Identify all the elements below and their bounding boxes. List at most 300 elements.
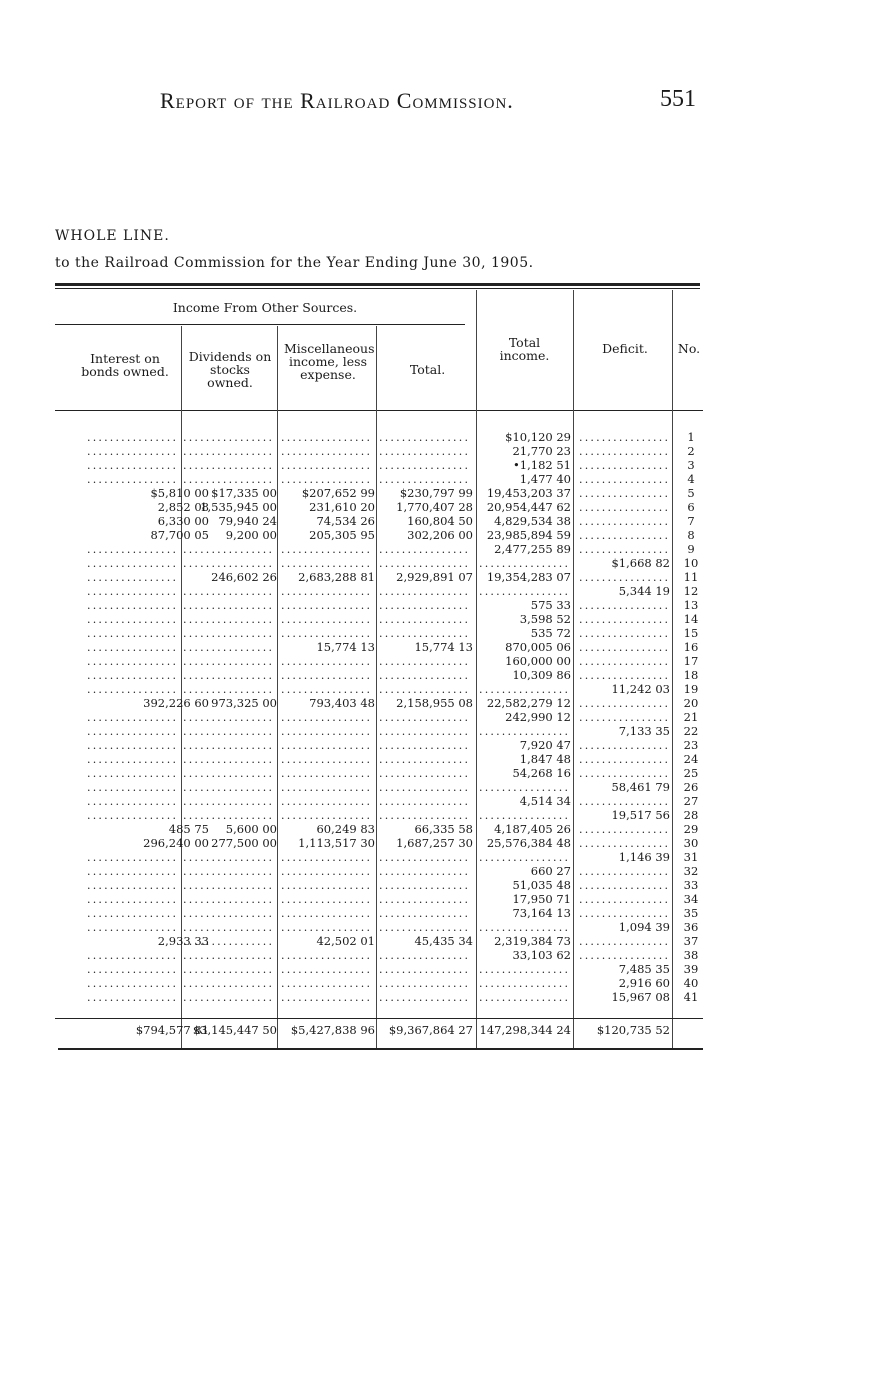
row-number: 15 — [683, 626, 699, 640]
cell-total: 1,770,407 28 — [396, 500, 473, 514]
leader-dots — [579, 878, 669, 892]
leader-dots — [281, 598, 373, 612]
leader-dots — [281, 444, 373, 458]
leader-dots — [579, 486, 669, 500]
leader-dots — [281, 430, 373, 444]
table-row — [55, 528, 705, 542]
table-row — [55, 612, 705, 626]
leader-dots — [379, 654, 471, 668]
cell-total: 160,804 50 — [407, 514, 473, 528]
cell-total: 2,158,955 08 — [396, 696, 473, 710]
leader-dots — [281, 654, 373, 668]
leader-dots — [281, 752, 373, 766]
table-row — [55, 906, 705, 920]
leader-dots — [281, 906, 373, 920]
leader-dots — [87, 864, 179, 878]
leader-dots — [87, 458, 179, 472]
leader-dots — [183, 808, 275, 822]
row-number: 14 — [683, 612, 699, 626]
leader-dots — [183, 878, 275, 892]
leader-dots — [579, 696, 669, 710]
leader-dots — [579, 892, 669, 906]
cell-deficit: 2,916 60 — [618, 976, 670, 990]
leader-dots — [379, 920, 471, 934]
leader-dots — [183, 724, 275, 738]
cell-total-income: 4,187,405 26 — [494, 822, 571, 836]
leader-dots — [379, 682, 471, 696]
leader-dots — [579, 458, 669, 472]
cell-deficit: 11,242 03 — [611, 682, 670, 696]
leader-dots — [87, 654, 179, 668]
row-number: 31 — [683, 850, 699, 864]
cell-total: 66,335 58 — [414, 822, 473, 836]
cell-total-income: 2,477,255 89 — [494, 542, 571, 556]
row-number: 10 — [683, 556, 699, 570]
leader-dots — [281, 864, 373, 878]
table-row — [55, 724, 705, 738]
leader-dots — [281, 766, 373, 780]
cell-total-income: 870,005 06 — [505, 640, 571, 654]
leader-dots — [479, 682, 571, 696]
leader-dots — [87, 472, 179, 486]
table-body — [55, 430, 705, 1004]
leader-dots — [183, 626, 275, 640]
table-row — [55, 948, 705, 962]
leader-dots — [281, 794, 373, 808]
row-number: 9 — [687, 542, 695, 556]
table-row — [55, 864, 705, 878]
row-number: 29 — [683, 822, 699, 836]
leader-dots — [579, 640, 669, 654]
table-row — [55, 822, 705, 836]
row-number: 4 — [687, 472, 695, 486]
row-number: 37 — [683, 934, 699, 948]
table-row — [55, 626, 705, 640]
leader-dots — [579, 906, 669, 920]
total-misc: $5,427,838 96 — [290, 1023, 375, 1037]
row-number: 26 — [683, 780, 699, 794]
leader-dots — [379, 598, 471, 612]
row-number: 27 — [683, 794, 699, 808]
row-number: 30 — [683, 836, 699, 850]
leader-dots — [281, 556, 373, 570]
top-rule-thin — [55, 288, 700, 289]
cell-total-income: 19,453,203 37 — [486, 486, 571, 500]
leader-dots — [579, 542, 669, 556]
row-number: 5 — [687, 486, 695, 500]
table-row — [55, 892, 705, 906]
row-number: 24 — [683, 752, 699, 766]
leader-dots — [579, 822, 669, 836]
cell-misc: 231,610 20 — [309, 500, 375, 514]
cell-total: $230,797 99 — [399, 486, 473, 500]
leader-dots — [479, 584, 571, 598]
table-row — [55, 780, 705, 794]
row-number: 38 — [683, 948, 699, 962]
total-dividends: $3,145,447 50 — [192, 1023, 277, 1037]
leader-dots — [87, 766, 179, 780]
leader-dots — [87, 570, 179, 584]
table-row — [55, 500, 705, 514]
leader-dots — [183, 794, 275, 808]
totals-row — [55, 1023, 705, 1039]
table-row — [55, 458, 705, 472]
leader-dots — [87, 584, 179, 598]
table-row — [55, 598, 705, 612]
table-row — [55, 934, 705, 948]
total-deficit: $120,735 52 — [596, 1023, 670, 1037]
cell-deficit: 58,461 79 — [611, 780, 670, 794]
leader-dots — [183, 710, 275, 724]
leader-dots — [281, 612, 373, 626]
table-row — [55, 836, 705, 850]
leader-dots — [579, 472, 669, 486]
running-head: Report of the Railroad Commission. — [160, 88, 514, 113]
leader-dots — [579, 752, 669, 766]
leader-dots — [87, 808, 179, 822]
cell-deficit: 5,344 19 — [618, 584, 670, 598]
table-row — [55, 584, 705, 598]
leader-dots — [379, 626, 471, 640]
cell-total-income: 1,477 40 — [519, 472, 571, 486]
leader-dots — [183, 472, 275, 486]
leader-dots — [183, 962, 275, 976]
cell-deficit: 1,094 39 — [618, 920, 670, 934]
row-number: 1 — [687, 430, 695, 444]
totals-rule — [55, 1018, 703, 1019]
table-row — [55, 710, 705, 724]
cell-total-income: 19,354,283 07 — [486, 570, 571, 584]
table-row — [55, 486, 705, 500]
table-row — [55, 976, 705, 990]
leader-dots — [183, 584, 275, 598]
cell-misc: 74,534 26 — [316, 514, 375, 528]
cell-total-income: 17,950 71 — [512, 892, 571, 906]
header-deficit: Deficit. — [602, 341, 648, 356]
header-total: Total. — [409, 362, 446, 377]
row-number: 32 — [683, 864, 699, 878]
leader-dots — [87, 920, 179, 934]
leader-dots — [281, 850, 373, 864]
leader-dots — [579, 528, 669, 542]
table-row — [55, 556, 705, 570]
leader-dots — [183, 612, 275, 626]
table-row — [55, 696, 705, 710]
leader-dots — [379, 542, 471, 556]
leader-dots — [183, 542, 275, 556]
cell-misc: 2,683,288 81 — [298, 570, 375, 584]
cell-total-income: 4,514 34 — [519, 794, 571, 808]
row-number: 11 — [683, 570, 699, 584]
leader-dots — [183, 682, 275, 696]
cell-total-income: •1,182 51 — [513, 458, 571, 472]
row-number: 21 — [683, 710, 699, 724]
leader-dots — [579, 430, 669, 444]
leader-dots — [379, 990, 471, 1004]
leader-dots — [479, 962, 571, 976]
cell-total-income: 23,985,894 59 — [486, 528, 571, 542]
leader-dots — [87, 878, 179, 892]
table-row — [55, 542, 705, 556]
cell-misc: 1,113,517 30 — [298, 836, 375, 850]
leader-dots — [379, 584, 471, 598]
cell-total-income: 242,990 12 — [505, 710, 571, 724]
table-row — [55, 570, 705, 584]
cell-total-income: 73,164 13 — [512, 906, 571, 920]
row-number: 2 — [687, 444, 695, 458]
table-row — [55, 920, 705, 934]
leader-dots — [379, 444, 471, 458]
header-no: No. — [677, 341, 701, 356]
cell-deficit: 19,517 56 — [611, 808, 670, 822]
leader-dots — [379, 864, 471, 878]
cell-misc: $207,652 99 — [301, 486, 375, 500]
leader-dots — [183, 598, 275, 612]
cell-total-income: 22,582,279 12 — [486, 696, 571, 710]
section-title: WHOLE LINE. — [55, 228, 170, 244]
cell-interest: 6,330 00 — [157, 514, 209, 528]
total-interest: $794,577 81 — [135, 1023, 209, 1037]
leader-dots — [87, 962, 179, 976]
row-number: 36 — [683, 920, 699, 934]
cell-dividends: 5,600 00 — [225, 822, 277, 836]
cell-total-income: 25,576,384 48 — [486, 836, 571, 850]
leader-dots — [379, 430, 471, 444]
leader-dots — [87, 444, 179, 458]
leader-dots — [87, 738, 179, 752]
cell-total-income: 33,103 62 — [512, 948, 571, 962]
row-number: 7 — [687, 514, 695, 528]
table-row — [55, 990, 705, 1004]
leader-dots — [579, 836, 669, 850]
cell-total-income: 10,309 86 — [512, 668, 571, 682]
table-row — [55, 514, 705, 528]
leader-dots — [87, 794, 179, 808]
cell-total-income: 4,829,534 38 — [494, 514, 571, 528]
leader-dots — [183, 556, 275, 570]
leader-dots — [379, 892, 471, 906]
leader-dots — [579, 934, 669, 948]
cell-total-income: 535 72 — [530, 626, 571, 640]
leader-dots — [281, 458, 373, 472]
table-row — [55, 738, 705, 752]
leader-dots — [479, 724, 571, 738]
leader-dots — [479, 990, 571, 1004]
row-number: 13 — [683, 598, 699, 612]
leader-dots — [183, 780, 275, 794]
cell-total-income: 660 27 — [530, 864, 571, 878]
leader-dots — [579, 794, 669, 808]
leader-dots — [579, 864, 669, 878]
row-number: 3 — [687, 458, 695, 472]
leader-dots — [183, 654, 275, 668]
leader-dots — [579, 500, 669, 514]
table-row — [55, 444, 705, 458]
leader-dots — [379, 458, 471, 472]
header-total-income: Total income. — [499, 335, 550, 363]
leader-dots — [479, 976, 571, 990]
table-row — [55, 430, 705, 444]
leader-dots — [479, 850, 571, 864]
leader-dots — [183, 766, 275, 780]
cell-dividends: 246,602 26 — [211, 570, 277, 584]
leader-dots — [479, 556, 571, 570]
cell-total-income: 160,000 00 — [505, 654, 571, 668]
table-row — [55, 794, 705, 808]
cell-misc: 793,403 48 — [309, 696, 375, 710]
row-number: 12 — [683, 584, 699, 598]
leader-dots — [87, 598, 179, 612]
table-row — [55, 850, 705, 864]
leader-dots — [87, 626, 179, 640]
leader-dots — [183, 934, 275, 948]
leader-dots — [379, 752, 471, 766]
cell-interest: 392,226 60 — [143, 696, 209, 710]
leader-dots — [183, 920, 275, 934]
row-number: 28 — [683, 808, 699, 822]
cell-total-income: 21,770 23 — [512, 444, 571, 458]
leader-dots — [479, 920, 571, 934]
row-number: 39 — [683, 962, 699, 976]
row-number: 20 — [683, 696, 699, 710]
cell-deficit: 7,133 35 — [618, 724, 670, 738]
header-misc: Miscellaneous income, less expense. — [284, 341, 375, 382]
cell-dividends: 9,200 00 — [225, 528, 277, 542]
total-total-income: 147,298,344 24 — [479, 1023, 571, 1037]
cell-total: 302,206 00 — [407, 528, 473, 542]
leader-dots — [87, 612, 179, 626]
leader-dots — [281, 948, 373, 962]
group-underline — [55, 324, 465, 325]
table-row — [55, 668, 705, 682]
cell-total: 2,929,891 07 — [396, 570, 473, 584]
leader-dots — [281, 878, 373, 892]
leader-dots — [87, 724, 179, 738]
row-number: 19 — [683, 682, 699, 696]
leader-dots — [479, 780, 571, 794]
leader-dots — [379, 556, 471, 570]
leader-dots — [281, 682, 373, 696]
leader-dots — [579, 668, 669, 682]
leader-dots — [281, 780, 373, 794]
leader-dots — [379, 976, 471, 990]
leader-dots — [379, 724, 471, 738]
leader-dots — [87, 668, 179, 682]
leader-dots — [379, 668, 471, 682]
leader-dots — [281, 668, 373, 682]
cell-dividends: 79,940 24 — [218, 514, 277, 528]
leader-dots — [479, 808, 571, 822]
leader-dots — [183, 990, 275, 1004]
leader-dots — [379, 906, 471, 920]
row-number: 17 — [683, 654, 699, 668]
leader-dots — [379, 710, 471, 724]
leader-dots — [183, 668, 275, 682]
row-number: 6 — [687, 500, 695, 514]
leader-dots — [579, 710, 669, 724]
leader-dots — [281, 990, 373, 1004]
leader-dots — [579, 766, 669, 780]
table-row — [55, 962, 705, 976]
cell-total: 45,435 34 — [414, 934, 473, 948]
leader-dots — [379, 808, 471, 822]
leader-dots — [379, 780, 471, 794]
leader-dots — [281, 976, 373, 990]
cell-misc: 60,249 83 — [316, 822, 375, 836]
header-rule — [55, 410, 703, 411]
leader-dots — [579, 612, 669, 626]
leader-dots — [87, 892, 179, 906]
cell-interest: $5,810 00 — [150, 486, 209, 500]
leader-dots — [579, 626, 669, 640]
table-row — [55, 682, 705, 696]
leader-dots — [379, 962, 471, 976]
row-number: 23 — [683, 738, 699, 752]
leader-dots — [183, 738, 275, 752]
leader-dots — [87, 682, 179, 696]
leader-dots — [579, 514, 669, 528]
leader-dots — [281, 962, 373, 976]
leader-dots — [379, 850, 471, 864]
row-number: 25 — [683, 766, 699, 780]
row-number: 41 — [683, 990, 699, 1004]
leader-dots — [87, 542, 179, 556]
leader-dots — [183, 458, 275, 472]
leader-dots — [379, 878, 471, 892]
total-total: $9,367,864 27 — [388, 1023, 473, 1037]
row-number: 22 — [683, 724, 699, 738]
table-row — [55, 808, 705, 822]
cell-misc: 42,502 01 — [316, 934, 375, 948]
bottom-rule — [58, 1048, 703, 1050]
leader-dots — [379, 738, 471, 752]
row-number: 40 — [683, 976, 699, 990]
cell-total-income: 54,268 16 — [512, 766, 571, 780]
leader-dots — [183, 906, 275, 920]
leader-dots — [281, 808, 373, 822]
cell-interest: 485 75 — [168, 822, 209, 836]
cell-interest: 2,852 08 — [157, 500, 209, 514]
leader-dots — [87, 710, 179, 724]
leader-dots — [183, 850, 275, 864]
leader-dots — [87, 850, 179, 864]
leader-dots — [87, 948, 179, 962]
leader-dots — [183, 444, 275, 458]
leader-dots — [579, 948, 669, 962]
leader-dots — [87, 640, 179, 654]
row-number: 33 — [683, 878, 699, 892]
cell-interest: 2,933 33 — [157, 934, 209, 948]
leader-dots — [281, 710, 373, 724]
leader-dots — [87, 752, 179, 766]
row-number: 18 — [683, 668, 699, 682]
header-dividends: Dividends on stocks owned. — [188, 349, 272, 390]
cell-dividends: $17,335 00 — [211, 486, 277, 500]
cell-deficit: 1,146 39 — [618, 850, 670, 864]
leader-dots — [87, 780, 179, 794]
leader-dots — [579, 654, 669, 668]
leader-dots — [379, 948, 471, 962]
cell-total-income: 575 33 — [530, 598, 571, 612]
cell-total: 15,774 13 — [414, 640, 473, 654]
cell-total-income: 51,035 48 — [512, 878, 571, 892]
table-row — [55, 766, 705, 780]
row-number: 35 — [683, 906, 699, 920]
leader-dots — [183, 976, 275, 990]
header-interest: Interest on bonds owned. — [81, 351, 169, 379]
leader-dots — [87, 430, 179, 444]
cell-total-income: $10,120 29 — [505, 430, 571, 444]
